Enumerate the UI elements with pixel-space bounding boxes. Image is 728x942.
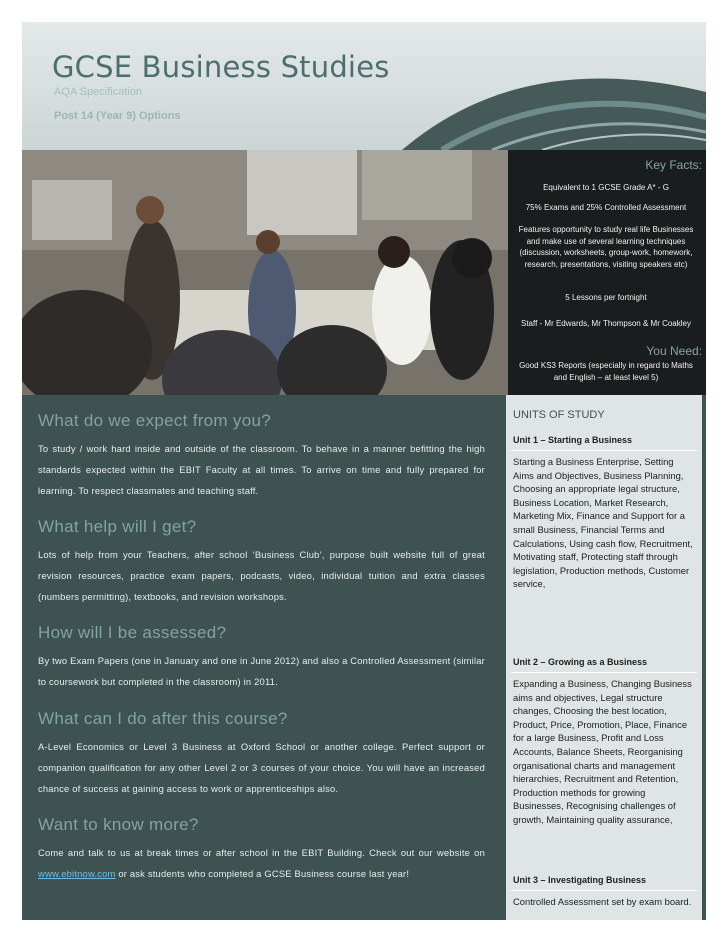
section-text [38, 842, 485, 884]
key-fact-item: Staff - Mr Edwards, Mr Thompson & Mr Coakley [521, 319, 691, 328]
section-text: By two Exam Papers (one in January and one in June 2012) and also a Controlled Assessment (similar to coursework but completed in the classroom) in 2011. [38, 655, 485, 687]
section-text: A-Level Economics or Level 3 Business at Oxford School or another college. Perfect support or companion qualification for any other Level 2 or 3 courses of your choice. You will have an increased chance of success at gaining access to work or apprenticeships also. [38, 741, 485, 794]
you-need-title: You Need: [646, 344, 702, 358]
key-fact-item: Equivalent to 1 GCSE Grade A* - G [543, 183, 669, 192]
units-heading: UNITS OF STUDY [513, 409, 605, 421]
page-subtitle: AQA Specification [54, 86, 143, 98]
page-title: GCSE Business Studies [52, 50, 390, 84]
section-heading: Want to know more? [38, 815, 199, 834]
section-text: Lots of help from your Teachers, after school ‘Business Club’, purpose built website full of great revision resources, practice exam papers, podcasts, video, individual tuition and extra classes (numbers permitting), textbooks, and revision workshops. [38, 549, 485, 602]
section-text-after: or ask students who completed a GCSE Business course last year! [115, 868, 410, 879]
key-fact-item: Features opportunity to study real life Businesses and make use of several learning techniques (discussion, worksheets, group-work, homework, research, presentations, visiting speakers etc) [518, 225, 694, 269]
unit-description: Controlled Assessment set by exam board. [513, 896, 692, 907]
key-facts-title: Key Facts: [645, 158, 702, 172]
unit-divider [511, 672, 697, 673]
key-facts-box [508, 150, 706, 395]
website-link[interactable]: www.ebitnow.com [38, 868, 116, 879]
unit-divider [511, 450, 697, 451]
flyer-panel [22, 22, 706, 920]
unit-title: Unit 1 – Starting a Business [513, 435, 633, 445]
you-need-text: Good KS3 Reports (especially in regard to Maths and English – at least level 5) [519, 361, 693, 382]
section-text: To study / work hard inside and outside of the classroom. To behave in a manner befitting the high standards expected within the EBIT Faculty at all times. To arrive on time and fully prepared for learning. To respect classmates and teaching staff. [38, 443, 485, 496]
header [22, 22, 706, 150]
section-heading: What help will I get? [38, 517, 197, 536]
key-fact-item: 5 Lessons per fortnight [565, 293, 647, 302]
units-of-study-box [506, 395, 702, 920]
unit-divider [511, 890, 697, 891]
section-text-before: Come and talk to us at break times or after school in the EBIT Building. Check out our website on [38, 847, 485, 858]
classroom-photo [22, 150, 508, 395]
section-heading: What can I do after this course? [38, 709, 288, 728]
key-fact-item: 75% Exams and 25% Controlled Assessment [525, 203, 687, 212]
classroom-photo-icon [22, 150, 508, 395]
unit-description: Expanding a Business, Changing Business aims and objectives, Legal structure changes, Choosing the best location, Product, Price, Promotion, Place, Finance for a large Business, Profit and Loss Accounts, Balance Sheets, Reorganising organisational charts and management hierarchies, Recruitment and Retention, Production methods for growing Businesses, Recognising challenges of growth, Maintaining quality assurance, [513, 678, 692, 825]
section-heading: What do we expect from you? [38, 411, 271, 430]
unit-description: Starting a Business Enterprise, Setting Aims and Objectives, Business Planning, Choosing an appropriate legal structure, Business Location, Market Research, Marketing Mix, Finance and Support for a small Business, Financial Terms and Calculations, Using cash flow, Recruitment, Motivating staff, Protecting staff through legislation, Production methods, Customer service, [513, 456, 693, 590]
unit-title: Unit 2 – Growing as a Business [513, 657, 648, 667]
main-content [22, 395, 506, 920]
options-label: Post 14 (Year 9) Options [54, 110, 181, 122]
section-heading: How will I be assessed? [38, 623, 227, 642]
unit-title: Unit 3 – Investigating Business [513, 875, 647, 885]
